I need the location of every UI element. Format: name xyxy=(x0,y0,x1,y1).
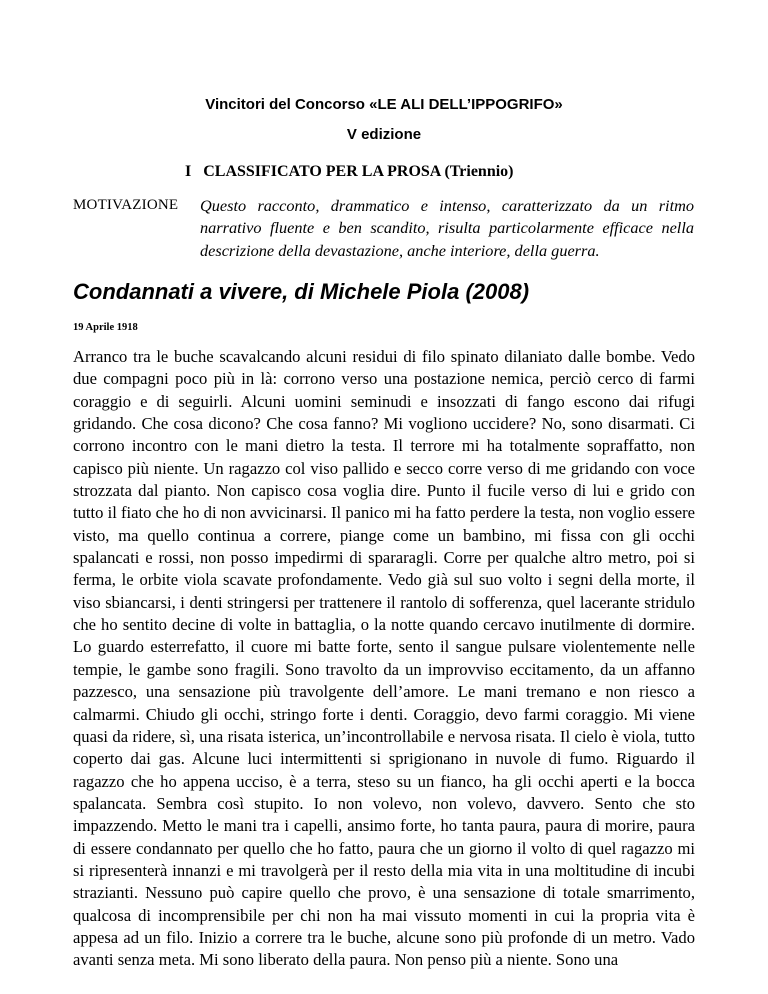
story-body: Arranco tra le buche scavalcando alcuni residui di filo spinato dilaniato dalle bombe. Vedo due compagni poco più in là: corrono verso una postazione nemica, perciò cerco di farmi coraggio e di seguirli. Alcuni uomini seminudi e insozzati di fango escono dai rifugi gridando. Che cosa dicono? Che cosa fanno? Mi vogliono uccidere? No, sono disarmati. Ci corrono incontro con le mani dietro la testa. Il terrore mi ha totalmente sopraffatto, non capisco più niente. Un ragazzo col viso pallido e secco corre verso di me gridando con voce strozzata dal pianto. Non capisco cosa voglia dire. Punto il fucile verso di lui e grido con tutto il fiato che ho di non avvicinarsi. Il panico mi ha fatto perdere la testa, non voglio essere visto, ma quello continua a correre, piange come un bambino, mi fissa con gli occhi spalancati e rossi, non posso impedirmi di spararagli. Corre per qualche altro metro, poi si ferma, le orbite viola scavate profondamente. Vedo già sul suo volto i segni della morte, il viso sbiancarsi, i denti stringersi per trattenere il rantolo di sofferenza, quel lacerante stridulo che ho sentito decine di volte in battaglia, o la notte quando cercavo inutilmente di dormire. Lo guardo esterrefatto, il cuore mi batte forte, sento il sangue pulsare violentemente nelle tempie, le gambe sono fragili. Sono travolto da un improvviso eccitamento, da un affanno pazzesco, una sensazione più travolgente dell’amore. Le mani tremano e non riesco a calmarmi. Chiudo gli occhi, stringo forte i denti. Coraggio, devo farmi coraggio. Mi viene quasi da ridere, sì, una risata isterica, un’incontrollabile e nervosa risata. Il cielo è viola, tutto coperto dai gas. Alcune luci intermittenti si sprigionano in nuvole di fumo. Riguardo il ragazzo che ho appena ucciso, è a terra, steso su un fianco, ha gli occhi aperti e la bocca spalancata. Sembra così stupito. Io non volevo, non volevo, davvero. Sento che sto impazzendo. Metto le mani tra i capelli, ansimo forte, ho tanta paura, paura di morire, paura di essere condannato per quello che ho fatto, paura che un giorno il volto di quel ragazzo mi si ripresenterà innanzi e mi travolgerà per il resto della mia vita in una moltitudine di incubi strazianti. Nessuno può capire quello che provo, è una sensazione di totale smarrimento, qualcosa di incomprensibile per chi non ha mai vissuto momenti in cui la propria vita è appesa ad un filo. Inizio a correre tra le buche, alcune sono più profonde di un metro. Vado avanti senza meta. Mi sono liberato della paura. Non penso più a niente. Sono una xyxy=(73,347,695,970)
award-heading: I CLASSIFICATO PER LA PROSA (Triennio) xyxy=(185,163,514,180)
motivation-label: MOTIVAZIONE xyxy=(73,197,179,213)
story-date: 19 Aprile 1918 xyxy=(73,322,138,333)
story-title: Condannati a vivere, di Michele Piola (2008) xyxy=(73,279,530,304)
contest-title: Vincitori del Concorso «LE ALI DELL’IPPOGRIFO» xyxy=(205,96,563,113)
motivation-text: Questo racconto, drammatico e intenso, caratterizzato da un ritmo narrativo fluente e ben scandito, risulta particolarmente efficace nella descrizione della devastazione, anche interiore, della guerra. xyxy=(200,196,694,260)
edition-label: V edizione xyxy=(346,126,422,143)
